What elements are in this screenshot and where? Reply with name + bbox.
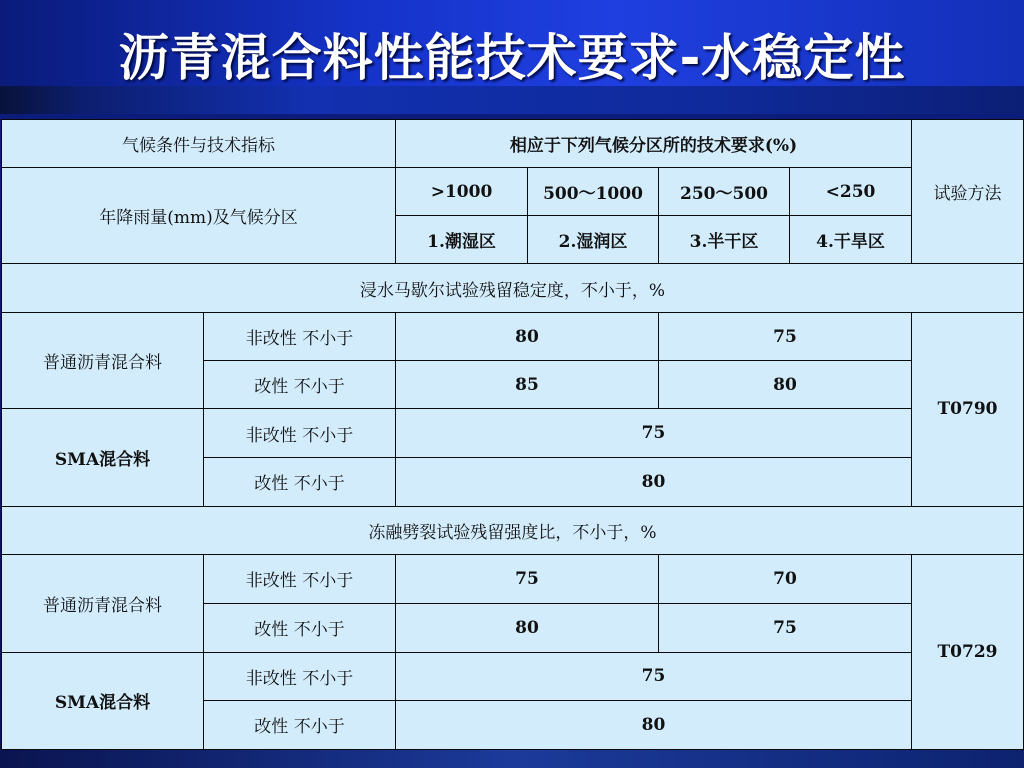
- title-strip: [0, 86, 1024, 114]
- climate-zone: 3.半干区: [659, 216, 790, 264]
- rainfall-value: 250～500: [659, 168, 790, 216]
- value-cell: 75: [396, 554, 659, 603]
- value-cell: 85: [396, 361, 659, 409]
- value-cell: 80: [396, 700, 912, 749]
- climate-indicator-header: 气候条件与技术指标: [2, 120, 396, 168]
- mixture-type-label: 普通沥青混合料: [2, 554, 204, 652]
- value-cell: 75: [659, 603, 912, 652]
- row-label: 改性 不小于: [204, 603, 396, 652]
- requirement-header: 相应于下列气候分区所的技术要求(%): [396, 120, 912, 168]
- table-row: [2, 313, 1024, 361]
- mixture-type-label: 普通沥青混合料: [2, 313, 204, 409]
- test-method-header: 试验方法: [912, 120, 1024, 264]
- value-cell: 75: [396, 652, 912, 700]
- value-cell: 75: [396, 409, 912, 458]
- section-title-row: [2, 506, 1024, 554]
- rainfall-value: <250: [790, 168, 912, 216]
- header-row-rainfall: [2, 168, 1024, 216]
- rainfall-value: >1000: [396, 168, 528, 216]
- requirements-table: [1, 119, 1024, 750]
- section-title-row: [2, 264, 1024, 313]
- row-label: 改性 不小于: [204, 700, 396, 749]
- test-method-value: T0729: [912, 554, 1024, 749]
- section-1-title: 浸水马歇尔试验残留稳定度，不小于，%: [2, 264, 1024, 313]
- mixture-type-label: SMA混合料: [2, 409, 204, 506]
- row-label: 非改性 不小于: [204, 652, 396, 700]
- table-row: [2, 554, 1024, 603]
- row-label: 非改性 不小于: [204, 313, 396, 361]
- section-2-title: 冻融劈裂试验残留强度比，不小于，%: [2, 506, 1024, 554]
- table-row: [2, 652, 1024, 700]
- value-cell: 80: [396, 458, 912, 506]
- table-row: [2, 409, 1024, 458]
- value-cell: 80: [396, 313, 659, 361]
- climate-zone: 4.干旱区: [790, 216, 912, 264]
- slide-title: 沥青混合料性能技术要求-水稳定性: [118, 29, 906, 87]
- value-cell: 80: [396, 603, 659, 652]
- row-label: 非改性 不小于: [204, 409, 396, 458]
- value-cell: 70: [659, 554, 912, 603]
- row-label: 非改性 不小于: [204, 554, 396, 603]
- row-label: 改性 不小于: [204, 458, 396, 506]
- row-label: 改性 不小于: [204, 361, 396, 409]
- header-row-1: [2, 120, 1024, 168]
- value-cell: 75: [659, 313, 912, 361]
- mixture-type-label: SMA混合料: [2, 652, 204, 749]
- climate-zone: 1.潮湿区: [396, 216, 528, 264]
- test-method-value: T0790: [912, 313, 1024, 506]
- rainfall-value: 500～1000: [528, 168, 659, 216]
- climate-zone: 2.湿润区: [528, 216, 659, 264]
- value-cell: 80: [659, 361, 912, 409]
- bottom-decoration: [0, 748, 1024, 768]
- rainfall-label: 年降雨量(mm)及气候分区: [2, 168, 396, 264]
